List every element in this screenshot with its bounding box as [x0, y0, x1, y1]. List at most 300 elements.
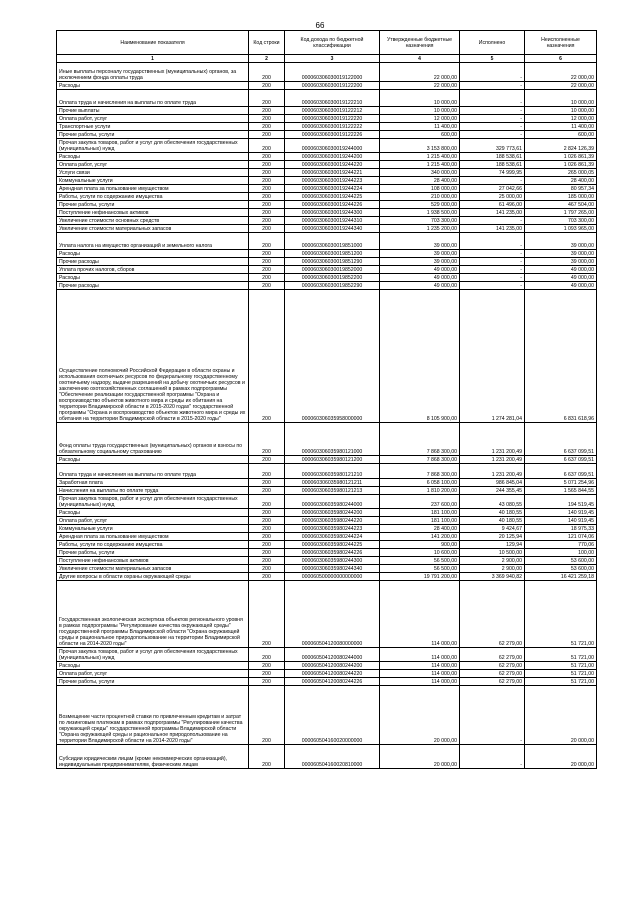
cell-code: 200 [249, 464, 285, 479]
header-row [57, 31, 597, 55]
cell-code: 200 [249, 115, 285, 123]
cell-executed: 129,94 [460, 541, 525, 549]
cell-approved: 114 000,00 [380, 670, 460, 678]
cell-executed: 3 369 940,82 [460, 573, 525, 581]
cell-approved: 56 500,00 [380, 565, 460, 573]
cell-executed: 1 274 281,04 [460, 290, 525, 423]
cell-unexecuted: 6 831 618,96 [525, 290, 597, 423]
table-row [57, 250, 597, 258]
cell-unexecuted: 600,00 [525, 131, 597, 139]
cell-code: 200 [249, 123, 285, 131]
cell-approved: 20 000,00 [380, 686, 460, 745]
cell-code: 200 [249, 274, 285, 282]
table-row [57, 217, 597, 225]
header-number: 4 [380, 55, 460, 63]
cell-approved: 237 600,00 [380, 495, 460, 509]
cell-unexecuted: 49 000,00 [525, 266, 597, 274]
cell-unexecuted: 770,06 [525, 541, 597, 549]
table-row [57, 517, 597, 525]
cell-name: Работы, услуги по содержанию имущества [57, 193, 249, 201]
cell-code: 200 [249, 139, 285, 153]
cell-approved: 10 000,00 [380, 107, 460, 115]
cell-kbk: 000060306030019851290 [285, 258, 380, 266]
cell-executed: 62 279,00 [460, 670, 525, 678]
cell-kbk: 000060306030019122226 [285, 131, 380, 139]
cell-kbk: 000060306030019244223 [285, 177, 380, 185]
cell-kbk: 000060306035980244340 [285, 565, 380, 573]
cell-approved: 900,00 [380, 541, 460, 549]
cell-unexecuted: 39 000,00 [525, 233, 597, 250]
table-row [57, 225, 597, 233]
cell-executed: 1 231 200,49 [460, 456, 525, 464]
cell-executed: - [460, 745, 525, 769]
cell-name: Иные выплаты персоналу государственных (муниципальных) органов, за исключением фонда оплаты труда [57, 63, 249, 82]
cell-approved: 39 000,00 [380, 258, 460, 266]
cell-kbk: 000060306030019851000 [285, 233, 380, 250]
cell-name: Оплата работ, услуг [57, 115, 249, 123]
cell-kbk: 000060306030019852290 [285, 282, 380, 290]
cell-unexecuted: 39 000,00 [525, 250, 597, 258]
cell-approved: 11 400,00 [380, 123, 460, 131]
cell-code: 200 [249, 131, 285, 139]
cell-executed: - [460, 217, 525, 225]
cell-code: 200 [249, 185, 285, 193]
cell-approved: 22 000,00 [380, 82, 460, 90]
cell-code: 200 [249, 745, 285, 769]
cell-unexecuted: 18 975,33 [525, 525, 597, 533]
page-number: 66 [315, 21, 325, 30]
cell-executed: 188 538,61 [460, 161, 525, 169]
cell-approved: 28 400,00 [380, 525, 460, 533]
cell-unexecuted: 1 565 844,55 [525, 487, 597, 495]
cell-name: Оплата работ, услуг [57, 517, 249, 525]
cell-executed: 188 538,61 [460, 153, 525, 161]
cell-name: Осуществление полномочий Российской Федерации в области охраны и использования охотничьих ресурсов по федеральному государственному охотничьему надзору, выдаче разрешений на добычу охотничьих ресурсов и заключению охотхозяйственных соглашений в рамках подпрограммы "Обеспечение реализации государственной программы "Охрана и воспроизводство объектов животного мира и среды их обитания на территории Владимирской области в 2015-2020 годах" государственной программы "Охрана и воспроизводство объектов животного мира и среды их обитания на территории Владимирской области в 2015-2020 годы" [57, 290, 249, 423]
cell-name: Прочие расходы [57, 282, 249, 290]
cell-approved: 28 400,00 [380, 177, 460, 185]
cell-kbk: 000060306030019244220 [285, 161, 380, 169]
cell-unexecuted: 185 000,00 [525, 193, 597, 201]
cell-executed: 244 355,45 [460, 487, 525, 495]
cell-executed: - [460, 266, 525, 274]
cell-approved: 20 000,00 [380, 745, 460, 769]
table-row [57, 581, 597, 648]
cell-unexecuted: 51 721,00 [525, 662, 597, 670]
header-executed: Исполнено [460, 31, 525, 55]
cell-executed: - [460, 258, 525, 266]
cell-unexecuted: 28 400,00 [525, 177, 597, 185]
cell-name: Арендная плата за пользование имуществом [57, 533, 249, 541]
header-number: 1 [57, 55, 249, 63]
cell-kbk: 000060306030019244310 [285, 217, 380, 225]
table-row [57, 123, 597, 131]
cell-executed: - [460, 82, 525, 90]
cell-executed: 2 900,00 [460, 557, 525, 565]
cell-name: Поступление нефинансовых активов [57, 557, 249, 565]
header-code: Код строки [249, 31, 285, 55]
cell-unexecuted: 22 000,00 [525, 82, 597, 90]
cell-approved: 181 100,00 [380, 517, 460, 525]
cell-code: 200 [249, 282, 285, 290]
header-number: 6 [525, 55, 597, 63]
table-row [57, 479, 597, 487]
header-number: 2 [249, 55, 285, 63]
cell-code: 200 [249, 423, 285, 456]
cell-kbk: 000060306035980121211 [285, 479, 380, 487]
cell-executed: 10 500,00 [460, 549, 525, 557]
cell-kbk: 000060306035980244300 [285, 557, 380, 565]
table-row [57, 565, 597, 573]
cell-kbk: 000060306030019122212 [285, 107, 380, 115]
cell-executed: 141 235,00 [460, 225, 525, 233]
cell-unexecuted: 140 919,45 [525, 517, 597, 525]
cell-approved: 7 868 300,00 [380, 456, 460, 464]
table-row [57, 573, 597, 581]
cell-code: 200 [249, 169, 285, 177]
table-body [57, 63, 597, 769]
table-row [57, 464, 597, 479]
budget-execution-table [56, 30, 597, 769]
table-row [57, 185, 597, 193]
cell-name: Прочие работы, услуги [57, 131, 249, 139]
cell-name: Уплата прочих налогов, сборов [57, 266, 249, 274]
table-row [57, 193, 597, 201]
cell-approved: 12 000,00 [380, 115, 460, 123]
table-row [57, 282, 597, 290]
cell-code: 200 [249, 525, 285, 533]
table-row [57, 266, 597, 274]
cell-name: Государственная экологическая экспертиза объектов регионального уровня в рамках подпрограммы "Регулирование качества окружающей среды" государственной программы Владимирской области "Охрана окружающей среды и рациональное природопользование на территории Владимирской области на 2014-2020 годы" [57, 581, 249, 648]
cell-unexecuted: 51 721,00 [525, 670, 597, 678]
cell-kbk: 000060306030019244300 [285, 209, 380, 217]
cell-code: 200 [249, 686, 285, 745]
cell-code: 200 [249, 549, 285, 557]
cell-code: 200 [249, 290, 285, 423]
cell-approved: 1 215 400,00 [380, 161, 460, 169]
cell-unexecuted: 265 000,05 [525, 169, 597, 177]
cell-approved: 114 000,00 [380, 581, 460, 648]
cell-code: 200 [249, 217, 285, 225]
cell-executed: 986 845,04 [460, 479, 525, 487]
cell-code: 200 [249, 107, 285, 115]
cell-kbk: 000060306035980244220 [285, 517, 380, 525]
cell-approved: 1 810 200,00 [380, 487, 460, 495]
cell-name: Прочие расходы [57, 258, 249, 266]
cell-kbk: 000060306030019122222 [285, 123, 380, 131]
cell-name: Расходы [57, 662, 249, 670]
cell-approved: 7 868 300,00 [380, 464, 460, 479]
cell-name: Прочая закупка товаров, работ и услуг для обеспечения государственных (муниципальных) нужд [57, 495, 249, 509]
cell-unexecuted: 467 504,00 [525, 201, 597, 209]
table-row [57, 678, 597, 686]
cell-code: 200 [249, 63, 285, 82]
cell-executed: - [460, 686, 525, 745]
cell-approved: 19 791 200,00 [380, 573, 460, 581]
cell-executed: - [460, 282, 525, 290]
cell-kbk: 000060500000000000000 [285, 573, 380, 581]
cell-kbk: 000060504160020810000 [285, 745, 380, 769]
cell-approved: 1 938 500,00 [380, 209, 460, 217]
cell-kbk: 000060306030019244200 [285, 153, 380, 161]
cell-code: 200 [249, 487, 285, 495]
cell-unexecuted: 10 000,00 [525, 107, 597, 115]
cell-kbk: 000060306030019244000 [285, 139, 380, 153]
table-row [57, 274, 597, 282]
cell-executed: 9 424,67 [460, 525, 525, 533]
cell-code: 200 [249, 82, 285, 90]
table-row [57, 670, 597, 678]
cell-name: Оплата работ, услуг [57, 161, 249, 169]
cell-name: Расходы [57, 82, 249, 90]
cell-approved: 703 300,00 [380, 217, 460, 225]
cell-unexecuted: 49 000,00 [525, 274, 597, 282]
cell-unexecuted: 1 093 965,00 [525, 225, 597, 233]
cell-unexecuted: 51 721,00 [525, 678, 597, 686]
cell-approved: 141 200,00 [380, 533, 460, 541]
header-number: 3 [285, 55, 380, 63]
table-row [57, 525, 597, 533]
cell-executed: 329 773,61 [460, 139, 525, 153]
cell-name: Прочие выплаты [57, 107, 249, 115]
table-row [57, 177, 597, 185]
cell-kbk: 000060504160020000000 [285, 686, 380, 745]
cell-unexecuted: 6 637 099,51 [525, 456, 597, 464]
header-unexecuted: Неисполненные назначения [525, 31, 597, 55]
cell-approved: 49 000,00 [380, 266, 460, 274]
table-row [57, 82, 597, 90]
table-row [57, 209, 597, 217]
table-row [57, 107, 597, 115]
table-row [57, 745, 597, 769]
cell-approved: 210 000,00 [380, 193, 460, 201]
cell-executed: - [460, 90, 525, 107]
table-row [57, 115, 597, 123]
table-row [57, 161, 597, 169]
cell-executed: 1 231 200,49 [460, 464, 525, 479]
cell-approved: 7 868 300,00 [380, 423, 460, 456]
cell-name: Оплата труда и начисления на выплаты по оплате труда [57, 90, 249, 107]
cell-executed: 40 180,55 [460, 509, 525, 517]
cell-kbk: 000060306035958000000 [285, 290, 380, 423]
cell-unexecuted: 10 000,00 [525, 90, 597, 107]
cell-name: Прочие работы, услуги [57, 549, 249, 557]
cell-code: 200 [249, 678, 285, 686]
cell-name: Субсидии юридическим лицам (кроме некоммерческих организаций), индивидуальным предпринимателям, физическим лицам [57, 745, 249, 769]
cell-name: Услуги связи [57, 169, 249, 177]
cell-kbk: 000060306030019244340 [285, 225, 380, 233]
cell-executed: 62 279,00 [460, 648, 525, 662]
cell-name: Уплата налога на имущество организаций и земельного налога [57, 233, 249, 250]
cell-code: 200 [249, 581, 285, 648]
cell-executed: - [460, 250, 525, 258]
header-approved: Утвержденные бюджетные назначения [380, 31, 460, 55]
cell-approved: 3 153 800,00 [380, 139, 460, 153]
cell-unexecuted: 39 000,00 [525, 258, 597, 266]
cell-kbk: 000060306035980244225 [285, 541, 380, 549]
cell-kbk: 000060306035980244226 [285, 549, 380, 557]
cell-unexecuted: 5 071 254,96 [525, 479, 597, 487]
cell-unexecuted: 20 000,00 [525, 686, 597, 745]
cell-code: 200 [249, 233, 285, 250]
cell-name: Оплата труда и начисления на выплаты по оплате труда [57, 464, 249, 479]
cell-name: Прочие работы, услуги [57, 201, 249, 209]
cell-executed: 1 231 200,49 [460, 423, 525, 456]
cell-code: 200 [249, 541, 285, 549]
cell-code: 200 [249, 177, 285, 185]
table-row [57, 487, 597, 495]
cell-approved: 340 000,00 [380, 169, 460, 177]
cell-executed: 20 125,94 [460, 533, 525, 541]
cell-unexecuted: 2 824 126,39 [525, 139, 597, 153]
cell-kbk: 000060306035980121213 [285, 487, 380, 495]
cell-unexecuted: 121 074,06 [525, 533, 597, 541]
table-row [57, 423, 597, 456]
cell-unexecuted: 1 797 265,00 [525, 209, 597, 217]
cell-kbk: 000060306035980121000 [285, 423, 380, 456]
cell-executed: 62 279,00 [460, 581, 525, 648]
cell-executed: 62 279,00 [460, 678, 525, 686]
cell-name: Расходы [57, 509, 249, 517]
cell-kbk: 000060504120080244226 [285, 678, 380, 686]
table-row [57, 139, 597, 153]
cell-executed: 61 496,00 [460, 201, 525, 209]
cell-name: Поступление нефинансовых активов [57, 209, 249, 217]
cell-unexecuted: 16 421 259,18 [525, 573, 597, 581]
table-row [57, 90, 597, 107]
cell-approved: 114 000,00 [380, 678, 460, 686]
cell-kbk: 000060306030019122000 [285, 63, 380, 82]
table-row [57, 533, 597, 541]
cell-approved: 49 000,00 [380, 282, 460, 290]
table-row [57, 557, 597, 565]
cell-executed: - [460, 233, 525, 250]
cell-kbk: 000060504120080244200 [285, 662, 380, 670]
cell-approved: 600,00 [380, 131, 460, 139]
cell-code: 200 [249, 258, 285, 266]
table-row [57, 662, 597, 670]
cell-name: Возмещение части процентной ставки по привлеченным кредитам и затрат по лизинговым платежам в рамках подпрограммы "Регулирование качества окружающей среды" государственной программы Владимирской области "Охрана окружающей среды и рациональное природопользование на территории Владимирской области на 2014-2020 годы" [57, 686, 249, 745]
table-row [57, 258, 597, 266]
cell-code: 200 [249, 479, 285, 487]
table-row [57, 63, 597, 82]
table-row [57, 541, 597, 549]
cell-code: 200 [249, 153, 285, 161]
cell-executed: 2 900,00 [460, 565, 525, 573]
header-kbk: Код дохода по бюджетной классификации [285, 31, 380, 55]
header-number-row [57, 55, 597, 63]
cell-approved: 10 600,00 [380, 549, 460, 557]
cell-name: Заработная плата [57, 479, 249, 487]
cell-unexecuted: 80 957,34 [525, 185, 597, 193]
cell-name: Увеличение стоимости основных средств [57, 217, 249, 225]
cell-code: 200 [249, 193, 285, 201]
cell-executed: 43 080,55 [460, 495, 525, 509]
cell-name: Расходы [57, 274, 249, 282]
cell-name: Расходы [57, 250, 249, 258]
table-row [57, 131, 597, 139]
cell-kbk: 000060306030019852200 [285, 274, 380, 282]
cell-name: Увеличение стоимости материальных запасов [57, 225, 249, 233]
cell-approved: 8 105 900,00 [380, 290, 460, 423]
cell-unexecuted: 140 919,45 [525, 509, 597, 517]
cell-unexecuted: 51 721,00 [525, 581, 597, 648]
cell-executed: 74 999,95 [460, 169, 525, 177]
cell-code: 200 [249, 161, 285, 169]
cell-approved: 22 000,00 [380, 63, 460, 82]
cell-approved: 1 215 400,00 [380, 153, 460, 161]
cell-code: 200 [249, 573, 285, 581]
cell-name: Коммунальные услуги [57, 525, 249, 533]
cell-kbk: 000060306035980244000 [285, 495, 380, 509]
cell-approved: 56 500,00 [380, 557, 460, 565]
cell-executed: 25 000,00 [460, 193, 525, 201]
cell-unexecuted: 194 519,45 [525, 495, 597, 509]
table-row [57, 153, 597, 161]
cell-code: 200 [249, 225, 285, 233]
cell-executed: - [460, 63, 525, 82]
cell-approved: 49 000,00 [380, 274, 460, 282]
cell-name: Начисления на выплаты по оплате труда [57, 487, 249, 495]
cell-unexecuted: 6 637 099,51 [525, 423, 597, 456]
cell-unexecuted: 49 000,00 [525, 282, 597, 290]
cell-kbk: 000060306030019122210 [285, 90, 380, 107]
cell-executed: - [460, 123, 525, 131]
cell-kbk: 000060306035980244224 [285, 533, 380, 541]
cell-unexecuted: 100,00 [525, 549, 597, 557]
cell-code: 200 [249, 662, 285, 670]
cell-unexecuted: 12 000,00 [525, 115, 597, 123]
cell-executed: 27 042,66 [460, 185, 525, 193]
table-row [57, 549, 597, 557]
cell-name: Расходы [57, 153, 249, 161]
cell-kbk: 000060504120080244220 [285, 670, 380, 678]
cell-code: 200 [249, 201, 285, 209]
cell-name: Транспортные услуги [57, 123, 249, 131]
cell-kbk: 000060504120080000000 [285, 581, 380, 648]
cell-unexecuted: 53 600,00 [525, 565, 597, 573]
cell-kbk: 000060306030019122220 [285, 115, 380, 123]
cell-name: Коммунальные услуги [57, 177, 249, 185]
cell-code: 200 [249, 90, 285, 107]
cell-name: Прочая закупка товаров, работ и услуг для обеспечения государственных (муниципальных) нужд [57, 648, 249, 662]
cell-unexecuted: 51 721,00 [525, 648, 597, 662]
cell-approved: 108 000,00 [380, 185, 460, 193]
cell-approved: 39 000,00 [380, 250, 460, 258]
cell-kbk: 000060306030019851200 [285, 250, 380, 258]
cell-executed: - [460, 177, 525, 185]
cell-approved: 114 000,00 [380, 662, 460, 670]
table-row [57, 648, 597, 662]
header-number: 5 [460, 55, 525, 63]
cell-approved: 39 000,00 [380, 233, 460, 250]
cell-approved: 529 000,00 [380, 201, 460, 209]
cell-name: Прочая закупка товаров, работ и услуг для обеспечения государственных (муниципальных) нужд [57, 139, 249, 153]
cell-executed: - [460, 107, 525, 115]
cell-kbk: 000060306035980121200 [285, 456, 380, 464]
cell-code: 200 [249, 509, 285, 517]
cell-code: 200 [249, 456, 285, 464]
cell-kbk: 000060306030019122200 [285, 82, 380, 90]
cell-approved: 1 235 200,00 [380, 225, 460, 233]
cell-name: Увеличение стоимости материальных запасов [57, 565, 249, 573]
cell-name: Оплата работ, услуг [57, 670, 249, 678]
cell-code: 200 [249, 517, 285, 525]
cell-code: 200 [249, 209, 285, 217]
cell-name: Фонд оплаты труда государственных (муниципальных) органов и взносы по обязательному социальному страхованию [57, 423, 249, 456]
cell-kbk: 000060306035980244223 [285, 525, 380, 533]
cell-executed: 141 235,00 [460, 209, 525, 217]
cell-code: 200 [249, 648, 285, 662]
